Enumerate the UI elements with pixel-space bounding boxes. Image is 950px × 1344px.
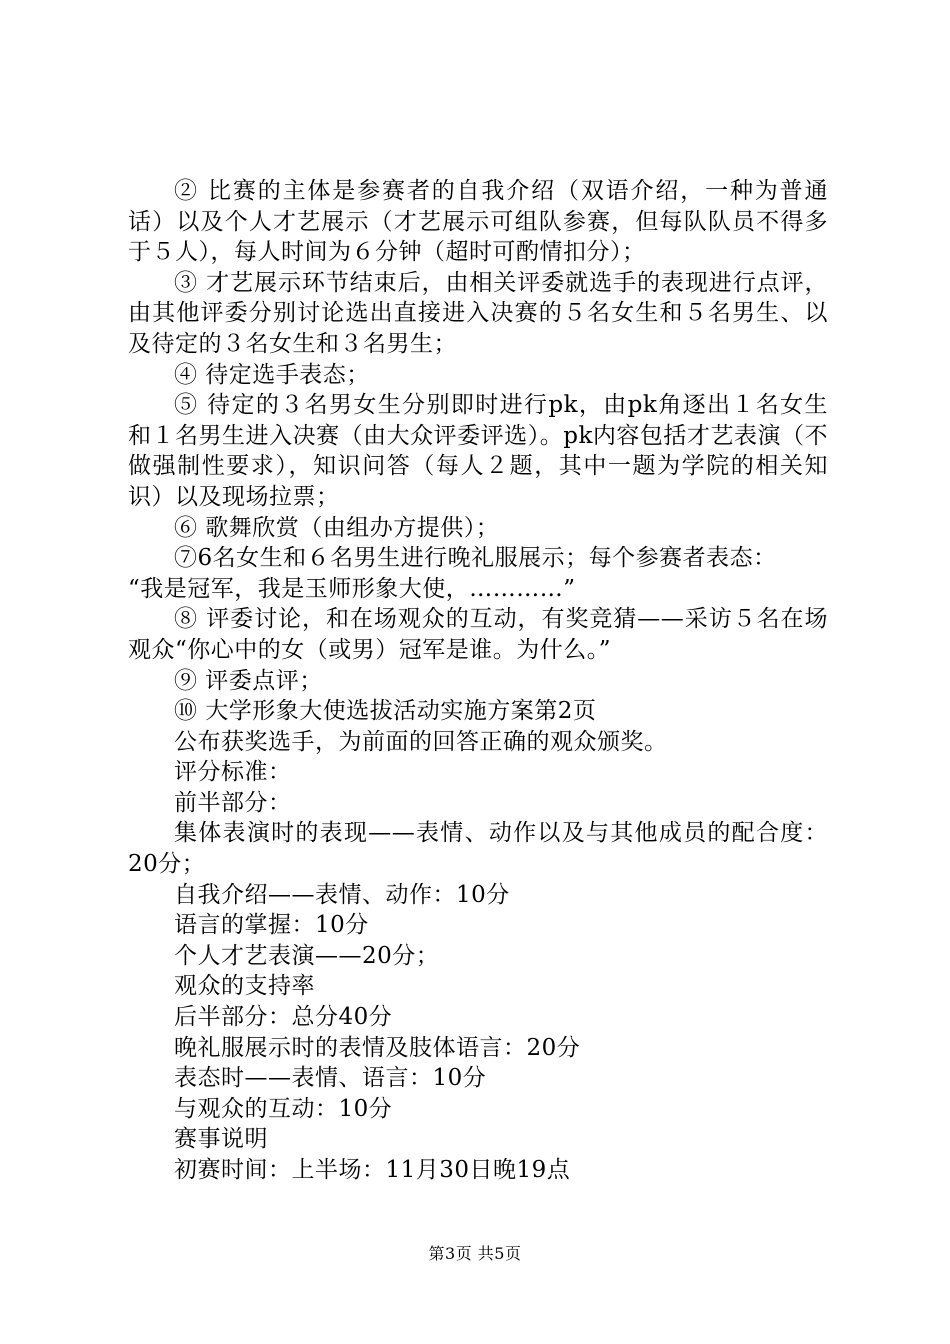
score-language: 语言的掌握：10分 [174, 912, 369, 939]
paragraph-3: ③ 才艺展示环节结束后，由相关评委就选手的表现进行点评，由其他评委分别讨论选出直接进入决赛的５名女生和５名男生、以及待定的３名女生和３名男生； [128, 269, 828, 357]
first-half-heading: 前半部分： [174, 789, 292, 816]
second-half-heading: 后半部分：总分40分 [174, 1004, 393, 1031]
score-talent: 个人才艺表演——20分； [174, 942, 440, 969]
paragraph-6: ⑥ 歌舞欣赏（由组办方提供）； [174, 514, 500, 541]
paragraph-2: ② 比赛的主体是参赛者的自我介绍（双语介绍，一种为普通话）以及个人才艺展示（才艺展示可组队参赛，但每队队员不得多于５人），每人时间为６分钟（超时可酌情扣分）； [128, 178, 828, 266]
preliminary-time: 初赛时间：上半场：11月30日晚19点 [174, 1157, 571, 1183]
paragraph-7-quote: “我是冠军，我是玉师形象大使，…………” [128, 575, 576, 602]
score-statement: 表态时——表情、语言：10分 [174, 1065, 487, 1092]
score-self-intro: 自我介绍——表情、动作：10分 [174, 881, 510, 908]
score-audience-support: 观众的支持率 [174, 973, 315, 1000]
paragraph-9: ⑨ 评委点评； [174, 667, 323, 694]
paragraph-10: ⑩ 大学形象大使选拔活动实施方案第2页 [174, 698, 597, 725]
scoring-heading: 评分标准： [174, 759, 292, 786]
document-body [128, 176, 828, 1186]
paragraph-5: ⑤ 待定的３名男女生分别即时进行pk，由pk角逐出１名女生和１名男生进入决赛（由大众评委评选）。pk内容包括才艺表演（不做强制性要求），知识问答（每人２题，其中一题为学院的相关知识）以及现场拉票； [128, 392, 828, 510]
page-footer: 第3页 共5页 [428, 1244, 522, 1263]
paragraph-7: ⑦6名女生和６名男生进行晚礼服展示；每个参赛者表态： [174, 545, 777, 572]
paragraph-awards: 公布获奖选手，为前面的回答正确的观众颁奖。 [174, 728, 668, 755]
score-interaction: 与观众的互动：10分 [174, 1095, 393, 1122]
event-notes-heading: 赛事说明 [174, 1126, 268, 1153]
score-group-performance: 集体表演时的表现——表情、动作以及与其他成员的配合度：20分； [128, 820, 828, 878]
paragraph-8: ⑧ 评委讨论，和在场观众的互动，有奖竞猜——采访５名在场观众“你心中的女（或男）冠军是谁。为什么。” [128, 606, 828, 663]
score-evening-gown: 晚礼服展示时的表情及肢体语言：20分 [174, 1034, 581, 1061]
paragraph-4: ④ 待定选手表态； [174, 361, 370, 388]
